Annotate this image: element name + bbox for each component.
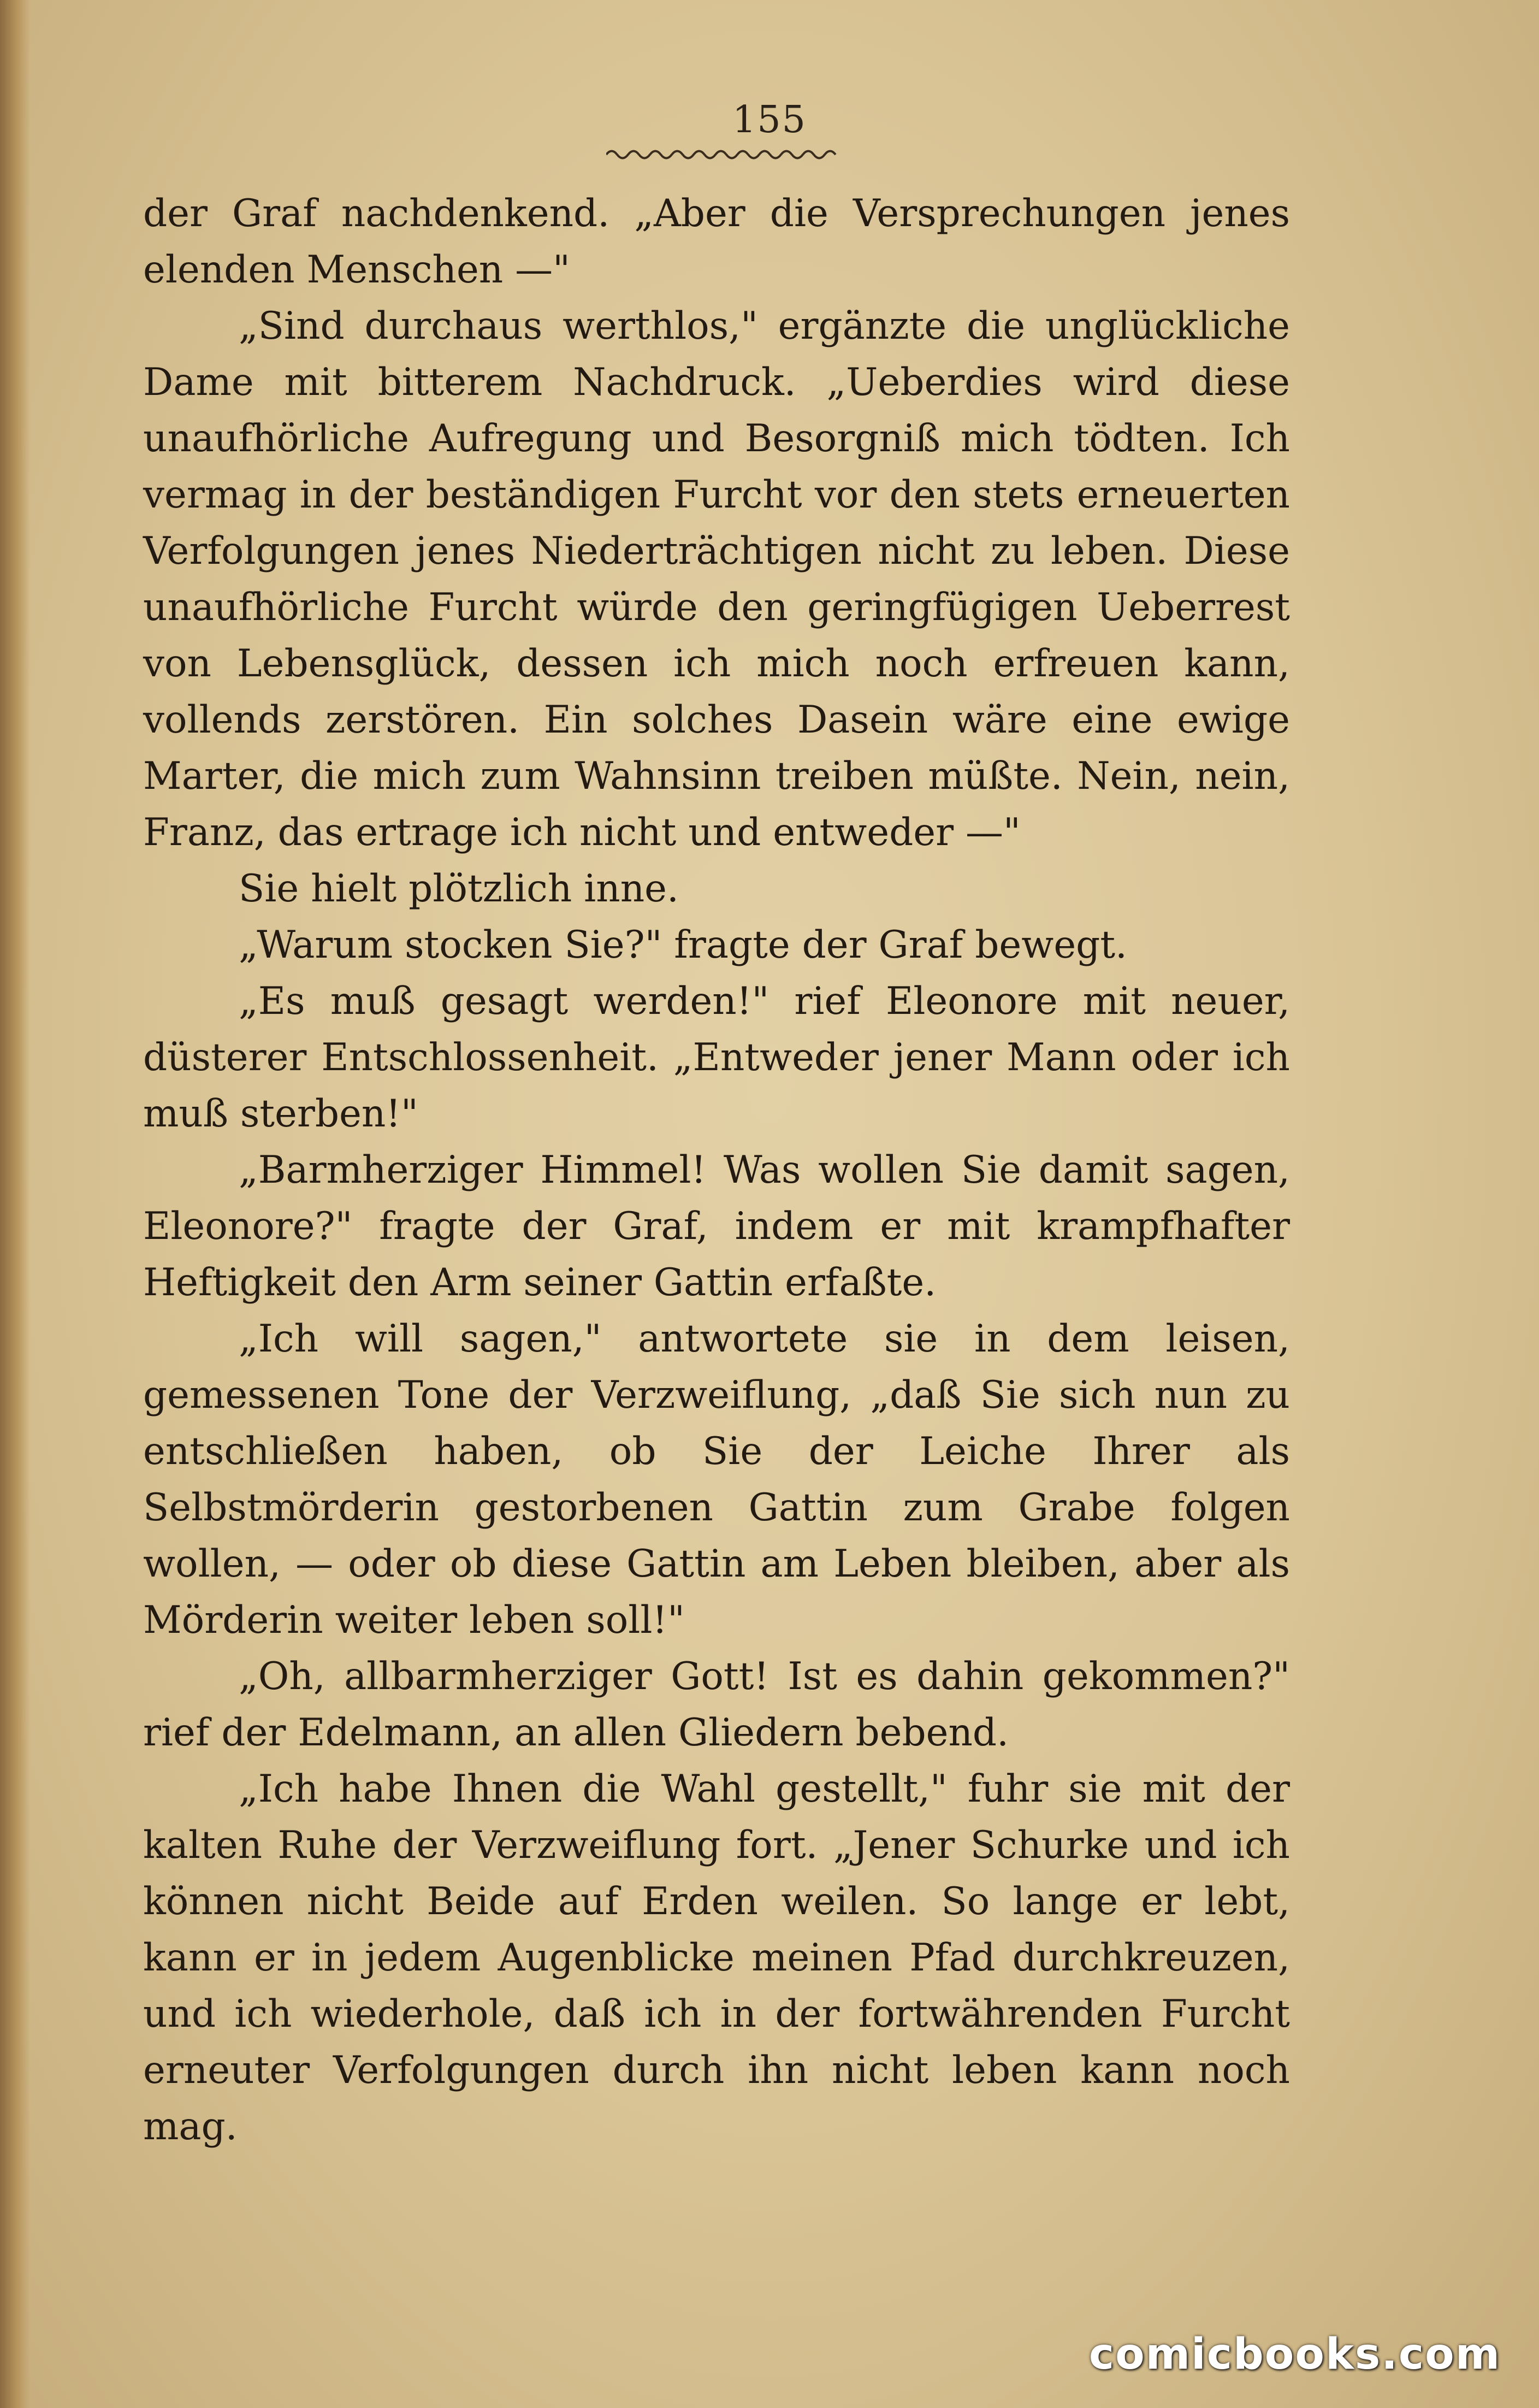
- paragraph-1: der Graf nachdenkend. „Aber die Versprechungen jenes elenden Menschen —": [143, 192, 1290, 292]
- wavy-rule-ornament: [606, 146, 841, 163]
- paragraph-5: „Es muß gesagt werden!" rief Eleonore mit neuer, düsterer Entschlossenheit. „Entweder jener Mann oder ich muß sterben!": [143, 979, 1290, 1136]
- paragraph-6: „Barmherziger Himmel! Was wollen Sie damit sagen, Eleonore?" fragte der Graf, indem er mit krampfhafter Heftigkeit den Arm seiner Gattin erfaßte.: [143, 1148, 1290, 1305]
- paragraph-4: „Warum stocken Sie?" fragte der Graf bewegt.: [239, 923, 1127, 967]
- page-binding-edge: [0, 0, 30, 2408]
- paragraph-9: „Ich habe Ihnen die Wahl gestellt," fuhr sie mit der kalten Ruhe der Verzweiflung fort. „Jener Schurke und ich können nicht Beide auf Erden weilen. So lange er lebt, kann er in jedem Augenblicke meinen Pfad durchkreuzen, und ich wiederhole, daß ich in der fortwährenden Furcht erneuter Verfolgungen durch ihn nicht leben kann noch mag.: [143, 1767, 1290, 2149]
- body-text: [143, 186, 1290, 2155]
- paragraph-2: „Sind durchaus werthlos," ergänzte die unglückliche Dame mit bitterem Nachdruck. „Ueberdies wird diese unaufhörliche Aufregung und Besorgniß mich tödten. Ich vermag in der beständigen Furcht vor den stets erneuerten Verfolgungen jenes Niederträchtigen nicht zu leben. Diese unaufhörliche Furcht würde den geringfügigen Ueberrest von Lebensglück, dessen ich mich noch erfreuen kann, vollends zerstören. Ein solches Dasein wäre eine ewige Marter, die mich zum Wahnsinn treiben müßte. Nein, nein, Franz, das ertrage ich nicht und entweder —": [143, 304, 1290, 854]
- paragraph-7: „Ich will sagen," antwortete sie in dem leisen, gemessenen Tone der Verzweiflung, „daß Sie sich nun zu entschließen haben, ob Sie der Leiche Ihrer als Selbstmörderin gestorbenen Gattin zum Grabe folgen wollen, — oder ob diese Gattin am Leben bleiben, aber als Mörderin weiter leben soll!": [143, 1317, 1290, 1642]
- paragraph-3: Sie hielt plötzlich inne.: [239, 867, 679, 911]
- paragraph-8: „Oh, allbarmherziger Gott! Ist es dahin gekommen?" rief der Edelmann, an allen Gliedern bebend.: [143, 1655, 1290, 1755]
- page-number: 155: [732, 98, 807, 141]
- site-watermark: comicbooks.com: [1088, 2330, 1501, 2379]
